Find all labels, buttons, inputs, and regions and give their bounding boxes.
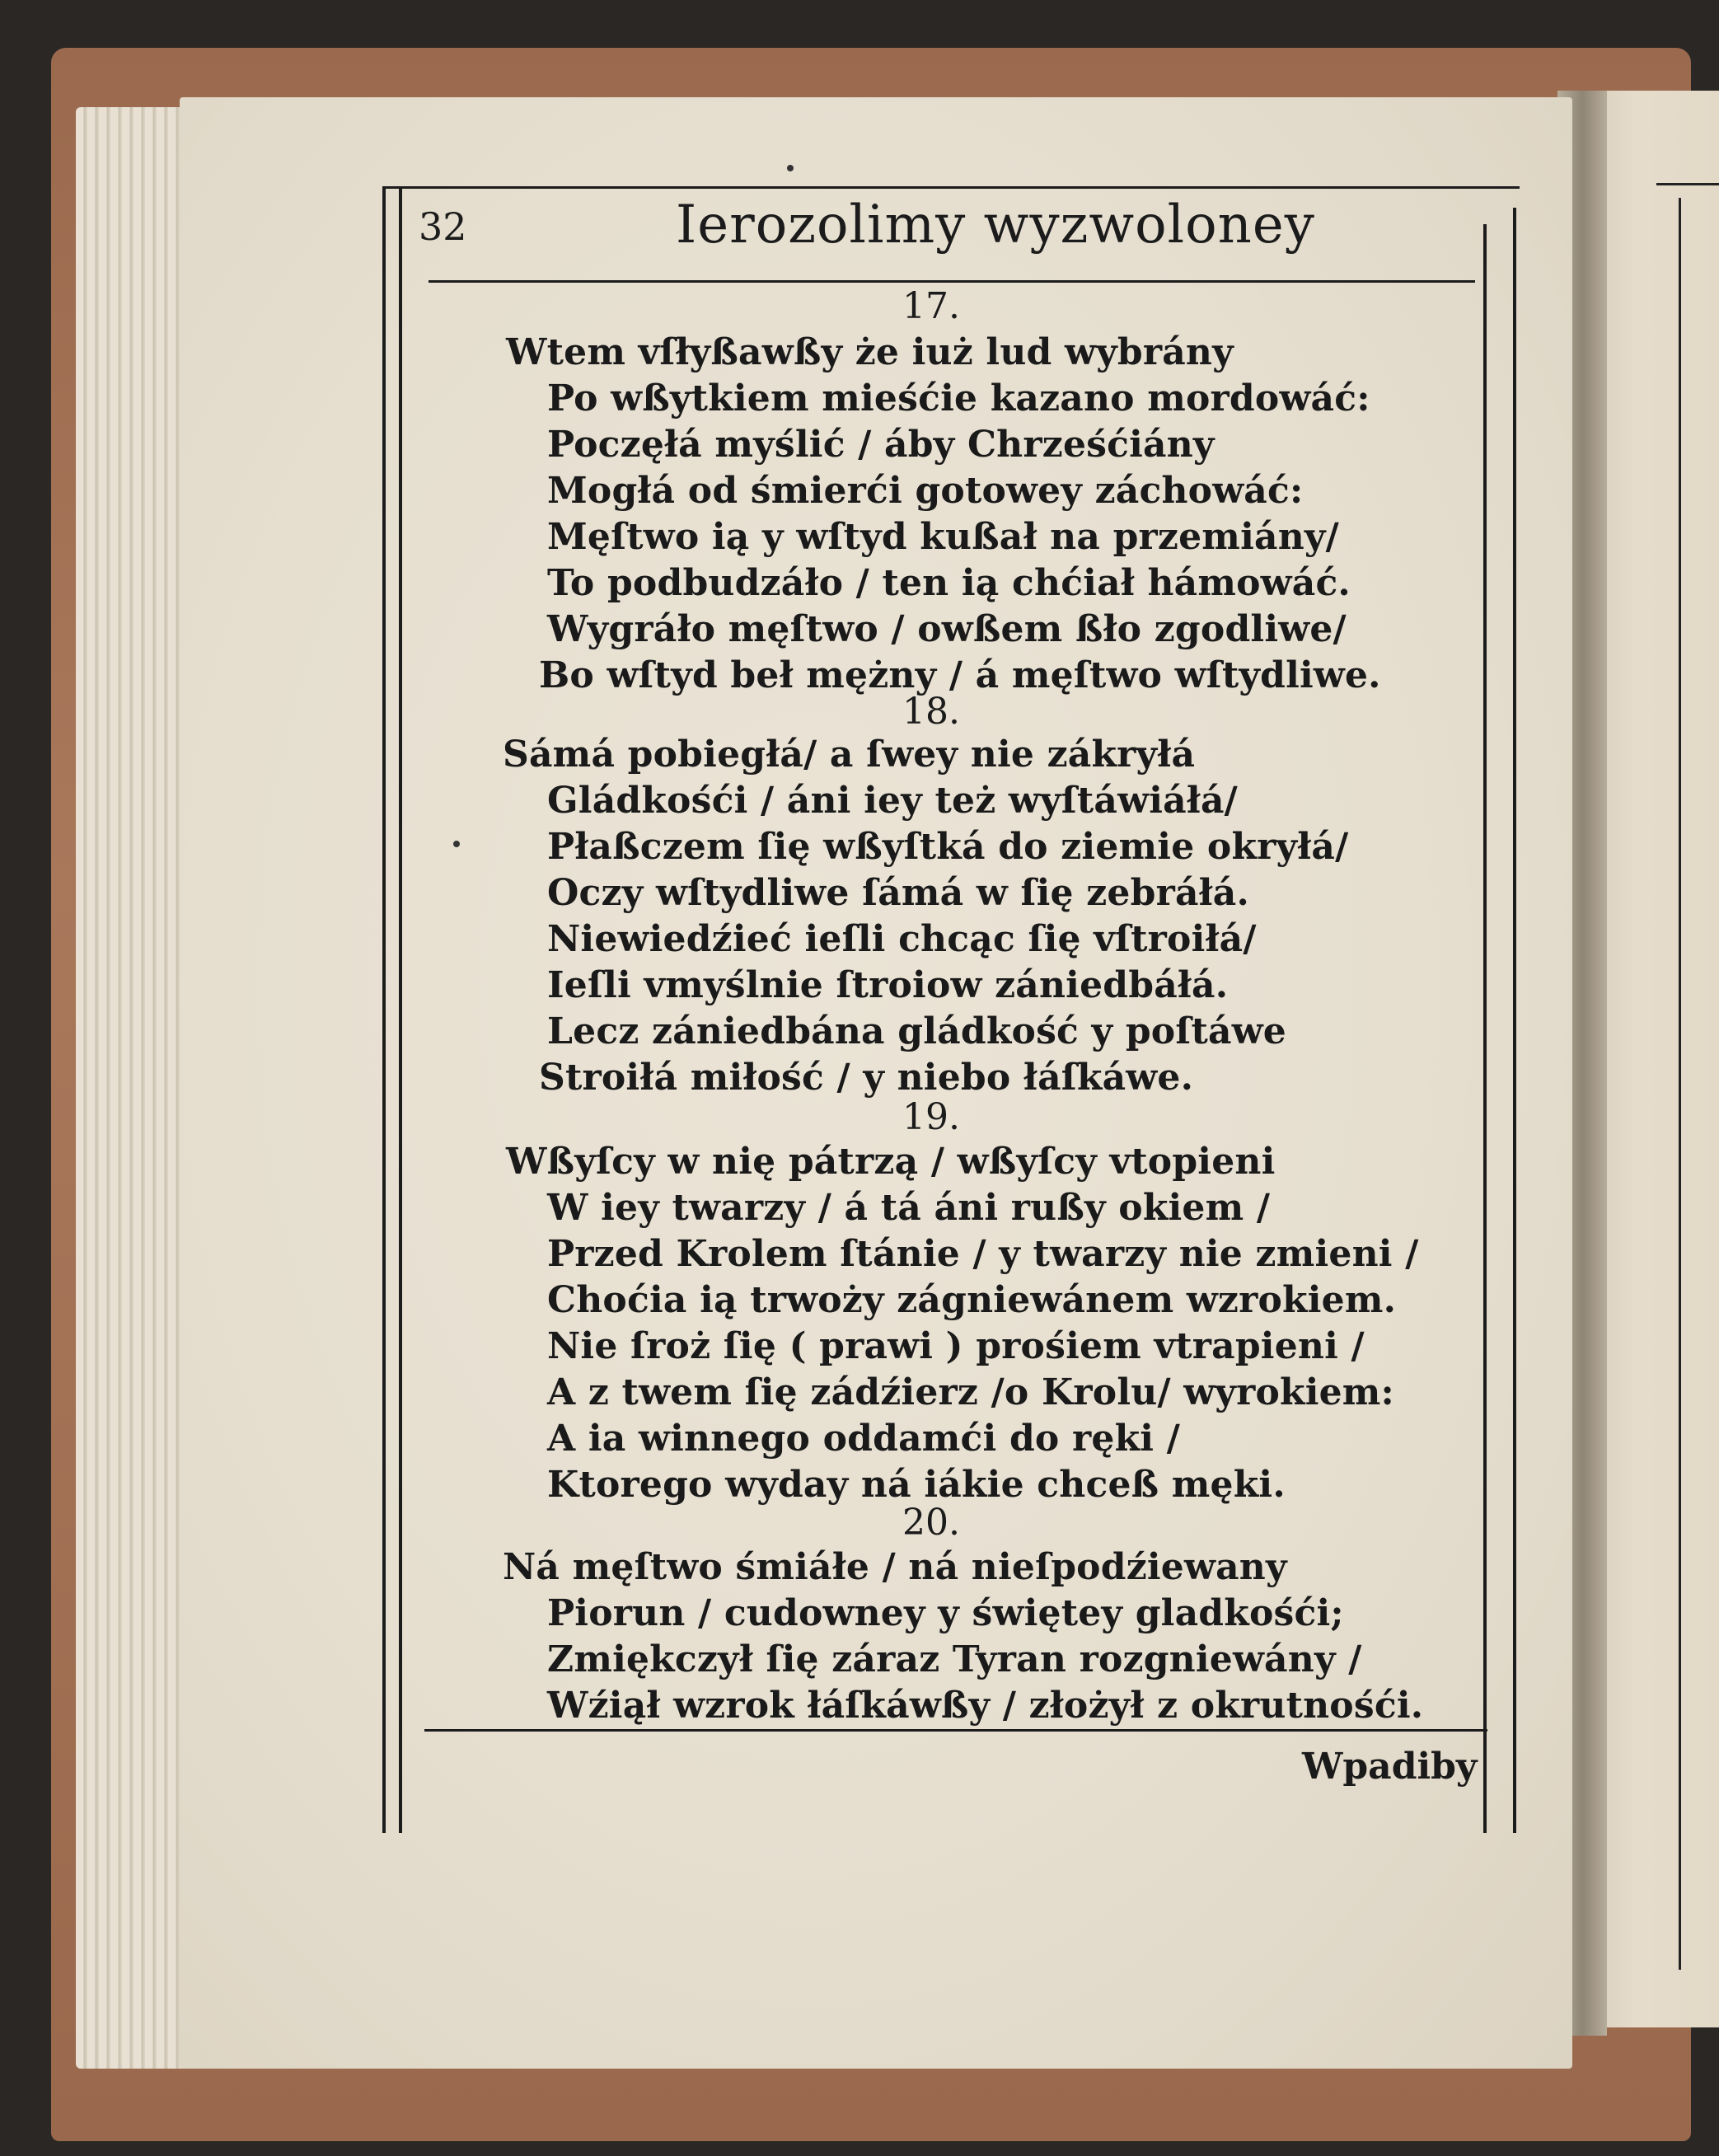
stanza-number: 20. <box>902 1502 960 1544</box>
running-head: Ierozolimy wyzwoloney <box>676 195 1315 255</box>
ink-speck <box>787 165 794 171</box>
verse-line: Nie ſroż ſię ( prawi ) prośiem vtrapieni / <box>547 1325 1365 1367</box>
verse-line: Mogłá od śmierći gotowey záchowáć: <box>547 470 1304 512</box>
verse-line: Niewiedźieć ieſli chcąc ſię vſtroiłá/ <box>547 918 1257 960</box>
verse-line: Sámá pobiegłá/ a ſwey nie zákryłá <box>503 734 1196 776</box>
header-top-rule <box>382 186 1520 189</box>
verse-line: Ieſli vmyślnie ſtroiow zániedbáłá. <box>547 964 1229 1006</box>
facing-page-frame-rule <box>1679 198 1681 1970</box>
catchword: Wpadiby <box>1302 1746 1478 1788</box>
page-number: 32 <box>419 204 467 249</box>
verse-line: W iey twarzy / á tá áni rußy okiem / <box>547 1187 1271 1229</box>
verse-line: Lecz zániedbána gládkość y poſtáwe <box>547 1010 1286 1052</box>
verse-line: Poczęłá myślić / áby Chrześćiány <box>547 424 1215 466</box>
verse-line: Wtem vſłyßawßy że iuż lud wybrány <box>506 331 1234 373</box>
verse-line: Piorun / cudowney y świętey gladkośći; <box>547 1592 1344 1634</box>
frame-right-outer-rule <box>1513 208 1516 1833</box>
verse-line: Wźiął wzrok łáſkáwßy / złożył z okrutnośći. <box>547 1685 1424 1727</box>
verse-line: Męſtwo ią y wſtyd kußał na przemiány/ <box>547 516 1339 558</box>
verse-line: Bo wſtyd beł mężny / á męſtwo wſtydliwe. <box>539 654 1381 696</box>
verse-line: Wygráło męſtwo / owßem ßło zgodliwe/ <box>547 608 1347 650</box>
verse-line: Wßyſcy w nię pátrzą / wßyſcy vtopieni <box>506 1141 1276 1183</box>
verse-line: Zmiękczył ſię záraz Tyran rozgniewány / <box>547 1638 1362 1680</box>
verse-line: Ktorego wyday ná iákie chceß męki. <box>547 1464 1286 1506</box>
verse-line: Ná męſtwo śmiáłe / ná nieſpodźiewany <box>503 1546 1287 1588</box>
stanza-number: 17. <box>902 285 960 327</box>
verse-line: Choćia ią trwoży zágniewánem wzrokiem. <box>547 1279 1397 1321</box>
verse-line: Oczy wſtydliwe ſámá w ſię zebráłá. <box>547 872 1250 914</box>
facing-page-rule <box>1656 183 1719 185</box>
verse-line: To podbudzáło / ten ią chćiał hámowáć. <box>547 562 1351 604</box>
header-bottom-rule <box>429 280 1475 283</box>
verse-line: Płaßczem ſię wßyſtká do ziemie okryłá/ <box>547 826 1349 868</box>
frame-left-outer-rule <box>382 188 386 1833</box>
frame-right-inner-rule <box>1483 224 1487 1833</box>
verse-line: Przed Krolem ſtánie / y twarzy nie zmieni / <box>547 1233 1419 1275</box>
verse-line: Po wßytkiem mieśćie kazano mordowáć: <box>547 377 1370 419</box>
text-bottom-rule <box>424 1729 1487 1732</box>
facing-page-edge <box>1590 91 1719 2027</box>
verse-line: A z twem ſię zádźierz /o Krolu/ wyrokiem: <box>547 1371 1394 1413</box>
verse-line: Stroiłá miłość / y niebo łáſkáwe. <box>539 1057 1194 1099</box>
verse-line: Gládkośći / áni iey też wyſtáwiáłá/ <box>547 780 1238 822</box>
frame-left-inner-rule <box>399 188 402 1833</box>
stanza-number: 18. <box>902 691 960 733</box>
stanza-number: 19. <box>902 1096 960 1138</box>
verse-line: A ia winnego oddamći do ręki / <box>547 1418 1180 1460</box>
ink-speck <box>453 841 460 847</box>
